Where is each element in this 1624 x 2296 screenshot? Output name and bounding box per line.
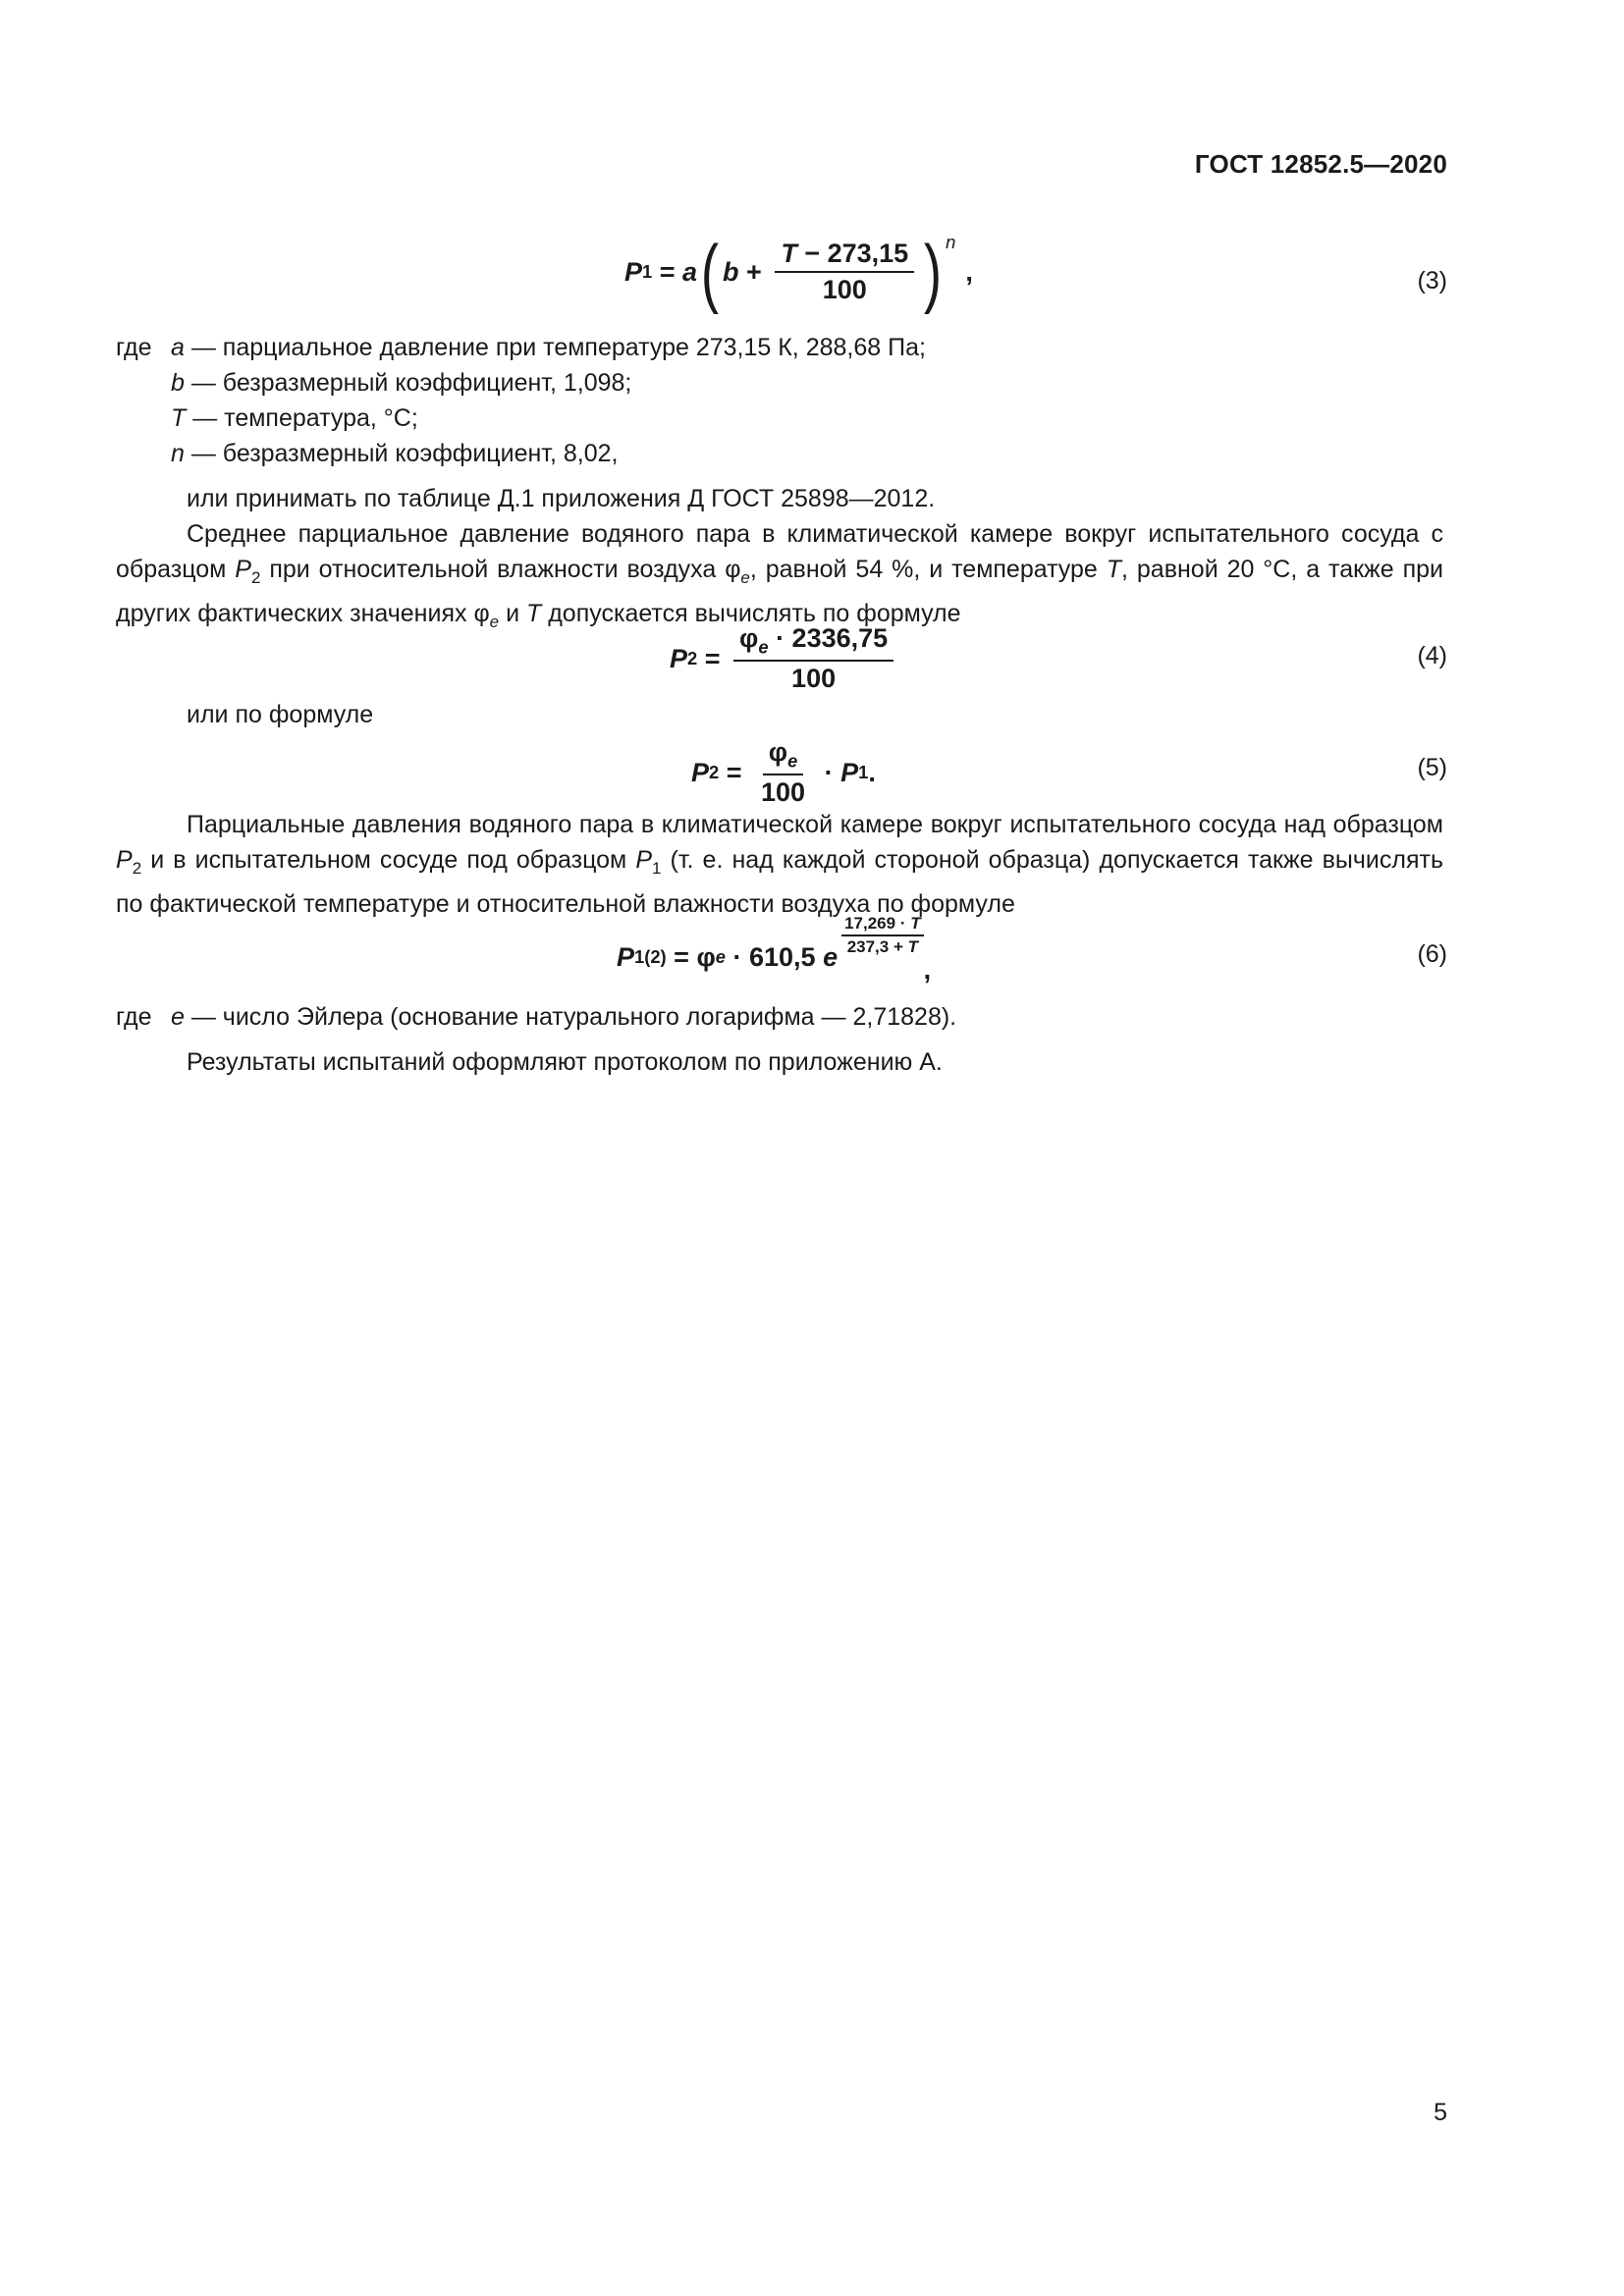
formula-3-num-rest: − 273,15 [796,239,909,268]
equation-number-5: (5) [1417,754,1447,781]
formula-6-exp-den: 237,3 + [846,937,908,956]
equation-number-6: (6) [1417,940,1447,968]
formula-4-num-rest: · 2336,75 [768,622,889,653]
text-run: Среднее парциальное давление водяного пара в климатической камере вокруг испытательного сосуда с образцом [116,520,1443,583]
formula-6-lhs-sub: 1(2) [634,946,667,967]
formula-6-exp-num-T: T [910,914,921,933]
equation-number-3: (3) [1417,267,1447,294]
formula-6-phi-sub: e [715,946,726,967]
document-header: ГОСТ 12852.5—2020 [1194,149,1447,179]
symbol-phi: φ [725,556,741,583]
symbol-sub: 1 [652,859,662,878]
where-symbol: T [171,404,187,432]
formula-3-close-paren: ) [924,229,943,315]
formula-3-fraction [775,239,914,305]
where-row-b [116,365,1443,400]
formula-3-open-paren: ( [700,229,720,315]
formula-6-exp-den-T: T [907,937,918,956]
text-run: и в испытательном сосуде под образцом [141,846,636,874]
where-text: — число Эйлера (основание натурального логарифма — 2,71828). [184,1003,957,1031]
equation-number-4: (4) [1417,642,1447,669]
formula-5-P: P [840,757,859,787]
formula-3-num-T: T [781,239,797,268]
symbol-P: P [635,846,652,874]
formula-4-phi-sub: e [758,636,769,658]
where-text: — парциальное давление при температуре 273,15 К, 288,68 Па; [184,334,926,361]
text-run: допускается вычислять по формуле [541,600,961,627]
formula-5 [691,738,876,807]
formula-4-den: 100 [791,664,837,694]
symbol-sub: e [740,568,750,587]
formula-5-fraction [755,737,811,808]
paragraph-partial-pressures [116,807,1443,922]
formula-5-period: . [868,757,876,787]
text-run: при относительной влажности воздуха [260,556,726,583]
symbol-sub: e [489,613,500,631]
formula-6-comma: , [923,955,932,985]
formula-3 [624,218,973,326]
where-symbol: a [171,334,185,361]
formula-6 [617,914,932,991]
body-paragraph-results [116,1044,1443,1080]
symbol-sub: 2 [132,859,142,878]
formula-5-phi: φ [768,736,788,767]
formula-4 [670,624,899,693]
where-symbol: e [171,1003,185,1031]
formula-3-exponent: n [946,232,956,252]
formula-6-exp-num: 17,269 · [844,914,911,933]
formula-6-lhs: P [617,941,635,972]
text-run: , равной 20 °С, а также при других фактических значениях [116,556,1443,627]
paragraph-table-reference: или принимать по таблице Д.1 приложения Д ГОСТ 25898—2012. [187,485,936,512]
text-run: (т. е. над каждой стороной образца) допускается также вычислять по фактической температуре и относительной влажности воздуха по формуле [116,846,1443,918]
formula-3-a: a [682,256,698,287]
where-row-T [116,400,1443,436]
where-symbol: n [171,440,185,467]
formula-3-lhs: P [624,256,643,287]
where-row-e [116,999,1443,1035]
where-text: — температура, °С; [186,404,418,432]
symbol-T: T [1106,556,1122,583]
symbol-P: P [116,846,133,874]
formula-3-den: 100 [822,275,867,304]
formula-6-phi: φ [696,941,716,972]
paragraph-average-pressure [116,516,1443,640]
formula-4-phi: φ [739,622,759,653]
where-row-a [116,330,1443,365]
formula-3-plus: + [738,256,770,287]
where-lead: где [116,1003,152,1031]
page-number: 5 [1434,2099,1447,2126]
formula-4-fraction [733,623,893,694]
formula-3-b: b [723,256,739,287]
symbol-P: P [235,556,251,583]
where-row-n [116,436,1443,471]
where-text: — безразмерный коэффициент, 1,098; [184,369,632,397]
text-run: , равной 54 %, и температуре [749,556,1107,583]
body-paragraphs-2 [116,807,1443,922]
formula-6-exponent-fraction [841,914,924,957]
symbol-phi: φ [473,600,490,627]
formula-5-eq: = [719,757,750,787]
formula-5-lhs-sub: 2 [709,762,720,782]
formula-3-eq: = [652,256,683,287]
formula-5-den: 100 [761,777,806,808]
paragraph-results-protocol: Результаты испытаний оформляют протоколом по приложению А. [187,1048,943,1076]
formula-5-dot: · [817,757,841,787]
formula-5-phi-sub: e [787,750,798,772]
formula-4-eq: = [697,643,729,673]
formula-5-lhs: P [691,757,710,787]
formula-6-mid: · 610,5 [726,941,824,972]
body-paragraphs-1 [116,481,1443,640]
body-paragraph-or-formula [116,697,1443,732]
where-text: — безразмерный коэффициент, 8,02, [184,440,619,467]
formula-6-e: e [823,941,839,972]
where-list-2 [116,999,1443,1035]
where-lead: где [116,334,152,361]
symbol-sub: 2 [250,568,261,587]
formula-5-P-sub: 1 [858,762,869,782]
paragraph-or-by-formula: или по формуле [187,701,374,728]
symbol-T: T [525,600,542,627]
formula-3-comma: , [965,256,973,287]
formula-4-lhs: P [670,643,688,673]
text-run: и [499,600,526,627]
formula-4-lhs-sub: 2 [687,648,698,668]
formula-3-lhs-sub: 1 [642,261,653,282]
formula-6-eq: = [666,941,697,972]
where-symbol: b [171,369,185,397]
where-list-1 [116,330,1443,471]
text-run: Парциальные давления водяного пара в климатической камере вокруг испытательного сосуда над образцом [187,811,1443,838]
